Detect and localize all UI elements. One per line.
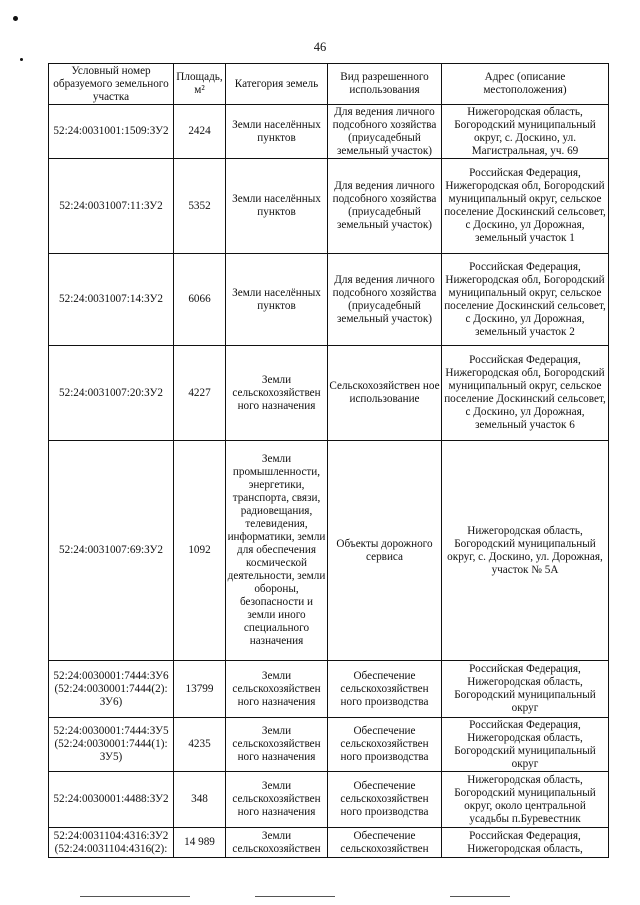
header-permitted-use: Вид разрешенного использования	[328, 64, 442, 105]
table-row	[49, 772, 609, 828]
cell-permitted-use: Объекты дорожного сервиса	[328, 441, 442, 661]
cell-permitted-use: Для ведения личного подсобного хозяйства (приусадебный земельный участок)	[328, 159, 442, 254]
cell-address: Нижегородская область, Богородский муниципальный округ, с. Доскино, ул. Дорожная, участок № 5А	[442, 441, 609, 661]
cell-plot-number: 52:24:0031007:20:ЗУ2	[49, 346, 174, 441]
table-row	[49, 254, 609, 346]
cell-address: Российская Федерация, Нижегородская обл, Богородский муниципальный округ, сельское поселение Доскинский сельсовет, с Доскино, ул Дорожная, земельный участок 1	[442, 159, 609, 254]
cell-permitted-use: Для ведения личного подсобного хозяйства (приусадебный земельный участок)	[328, 105, 442, 159]
cell-plot-number: 52:24:0030001:7444:ЗУ5 (52:24:0030001:7444(1): ЗУ5)	[49, 718, 174, 772]
cell-area: 5352	[174, 159, 226, 254]
land-plot-table	[48, 63, 609, 858]
cell-area: 13799	[174, 661, 226, 718]
table-row	[49, 159, 609, 254]
cell-category: Земли населённых пунктов	[226, 254, 328, 346]
cell-address: Нижегородская область, Богородский муниципальный округ, около центральной усадьбы п.Буревестник	[442, 772, 609, 828]
cell-plot-number: 52:24:0031007:11:ЗУ2	[49, 159, 174, 254]
header-plot-number: Условный номер образуемого земельного участка	[49, 64, 174, 105]
table-header-row	[49, 64, 609, 105]
cell-area: 6066	[174, 254, 226, 346]
cell-category: Земли сельскохозяйствен	[226, 828, 328, 858]
cell-permitted-use: Обеспечение сельскохозяйствен ного производства	[328, 772, 442, 828]
cell-area: 4235	[174, 718, 226, 772]
cell-plot-number: 52:24:0031007:69:ЗУ2	[49, 441, 174, 661]
cell-plot-number: 52:24:0031001:1509:ЗУ2	[49, 105, 174, 159]
cell-address: Российская Федерация, Нижегородская область, Богородский муниципальный округ	[442, 661, 609, 718]
table-row	[49, 718, 609, 772]
cell-area: 14 989	[174, 828, 226, 858]
cell-category: Земли промышленности, энергетики, транспорта, связи, радиовещания, телевидения, информатики, земли для обеспечения космической деятельности, земли обороны, безопасности и земли иного специального назначения	[226, 441, 328, 661]
cell-category: Земли сельскохозяйствен ного назначения	[226, 346, 328, 441]
cell-category: Земли населённых пунктов	[226, 105, 328, 159]
cell-plot-number: 52:24:0030001:7444:ЗУ6 (52:24:0030001:7444(2): ЗУ6)	[49, 661, 174, 718]
cell-address: Российская Федерация, Нижегородская область, Богородский муниципальный округ	[442, 718, 609, 772]
header-category: Категория земель	[226, 64, 328, 105]
table-row	[49, 828, 609, 858]
cell-area: 348	[174, 772, 226, 828]
cell-permitted-use: Обеспечение сельскохозяйствен ного производства	[328, 718, 442, 772]
header-address: Адрес (описание местоположения)	[442, 64, 609, 105]
cell-address: Российская Федерация, Нижегородская область,	[442, 828, 609, 858]
scan-speck-mid	[20, 58, 23, 61]
cell-permitted-use: Для ведения личного подсобного хозяйства (приусадебный земельный участок)	[328, 254, 442, 346]
cell-plot-number: 52:24:0030001:4488:ЗУ2	[49, 772, 174, 828]
footer-rule-mid	[255, 896, 335, 897]
footer-rule-right	[450, 896, 510, 897]
cell-address: Российская Федерация, Нижегородская обл, Богородский муниципальный округ, сельское поселение Доскинский сельсовет, с Доскино, ул Дорожная, земельный участок 6	[442, 346, 609, 441]
cell-permitted-use: Обеспечение сельскохозяйствен	[328, 828, 442, 858]
footer-rule-left	[80, 896, 190, 897]
cell-area: 4227	[174, 346, 226, 441]
cell-category: Земли сельскохозяйствен ного назначения	[226, 718, 328, 772]
cell-plot-number: 52:24:0031104:4316:ЗУ2 (52:24:0031104:4316(2):	[49, 828, 174, 858]
cell-area: 1092	[174, 441, 226, 661]
cell-permitted-use: Сельскохозяйствен ное использование	[328, 346, 442, 441]
cell-category: Земли населённых пунктов	[226, 159, 328, 254]
cell-category: Земли сельскохозяйствен ного назначения	[226, 661, 328, 718]
table-row	[49, 441, 609, 661]
table-row	[49, 346, 609, 441]
cell-address: Российская Федерация, Нижегородская обл, Богородский муниципальный округ, сельское поселение Доскинский сельсовет, с Доскино, ул Дорожная, земельный участок 2	[442, 254, 609, 346]
table-row	[49, 105, 609, 159]
cell-permitted-use: Обеспечение сельскохозяйствен ного производства	[328, 661, 442, 718]
table-row	[49, 661, 609, 718]
scan-speck-top	[13, 16, 18, 21]
cell-plot-number: 52:24:0031007:14:ЗУ2	[49, 254, 174, 346]
header-area: Площадь, м²	[174, 64, 226, 105]
cell-area: 2424	[174, 105, 226, 159]
cell-category: Земли сельскохозяйствен ного назначения	[226, 772, 328, 828]
page-number: 46	[313, 40, 327, 54]
cell-address: Нижегородская область, Богородский муниципальный округ, с. Доскино, ул. Магистральная, уч. 69	[442, 105, 609, 159]
